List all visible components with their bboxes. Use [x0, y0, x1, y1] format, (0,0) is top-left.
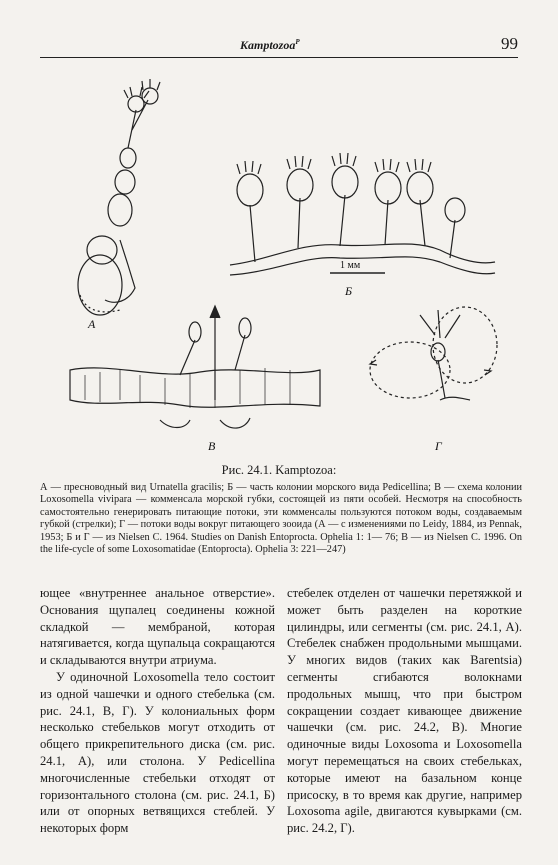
figure-title: Рис. 24.1. Kamptozoa: [221, 463, 337, 477]
panel-v-drawing [70, 306, 320, 428]
left-paragraph-2: У одиночной Loxosomella тело состоит из одной чашечки и одного стебелька (см. рис. 24.1, В, Г). У колониальных форм несколько стебельков могут отходить от общего прикрепительного диска (см. рис. 24.1, А), или столона. У Pedicellina многочисленные стебельки отходят от горизонтального столона (см. рис. 24.1, Б) или от опорных ветвящихся стеблей. У некоторых форм [40, 669, 275, 836]
panel-g-drawing [370, 307, 497, 400]
page-number: 99 [501, 34, 518, 53]
label-a: А [88, 317, 96, 331]
running-header [40, 34, 518, 54]
left-paragraph-1: ющее «внутреннее анальное отверстие». Основания щупалец соединены кожной складкой — мембраной, которая натягивается, когда щупальца сокращаются и складываются внутри атриума. [40, 586, 275, 668]
label-b: Б [345, 284, 353, 298]
label-v: В [208, 439, 216, 453]
label-g: Г [435, 439, 442, 453]
figure-caption: А — пресноводный вид Urnatella gracilis; Б — часть колонии морского вида Pedicellina; В — схема колонии Loxosomella vivipara — комменсала морской губки, состоящей из пяти особей. Несмотря на способность самостоятельно генерировать питающие потоки, эти комменсалы пользуются потоком воды, создаваемым губкой (стрелки); Г — потоки воды вокруг питающего зооида (А — с изменениями по Leidy, 1884, из Pennak, 1953; Б и Г — из Nielsen C. 1964. Studies on Danish Entoprocta. Ophelia 1: 1— 76; В — из Nielsen C. 1996. On the life-cycle of some Loxosomatidae (Entoprocta). Ophelia 3: 221—247) [40, 482, 522, 556]
panel-a-drawing [78, 79, 160, 315]
panel-b-drawing [230, 153, 495, 275]
figure-illustration [40, 70, 520, 460]
right-paragraph-1: стебелек отделен от чашечки перетяжкой и может быть разделен на короткие цилиндры, или сегменты (см. рис. 24.1, А). Стебелек снабжен продольными мышцами. У многих видов (таких как Barentsia) сегменты сгибаются волокнами продольных мышц, что при быстром сокращении создает кивающее движение чашечки (см. рис. 24.2, В). Многие одиночные виды Loxosoma и Loxosomella могут перемещаться на своих стебельках, которые имеют на базальном конце присоску, в то время как другие, например Loxosoma agile, двигаются кувырками (см. рис. 24.2, Г). [287, 586, 522, 836]
running-title: Kamptozoa$^P$ [240, 38, 300, 52]
body-column-right [287, 585, 522, 837]
figure-24-1 [40, 70, 520, 460]
header-rule [40, 57, 518, 58]
scale-bar-label: 1 мм [340, 260, 361, 271]
body-column-left [40, 585, 275, 837]
